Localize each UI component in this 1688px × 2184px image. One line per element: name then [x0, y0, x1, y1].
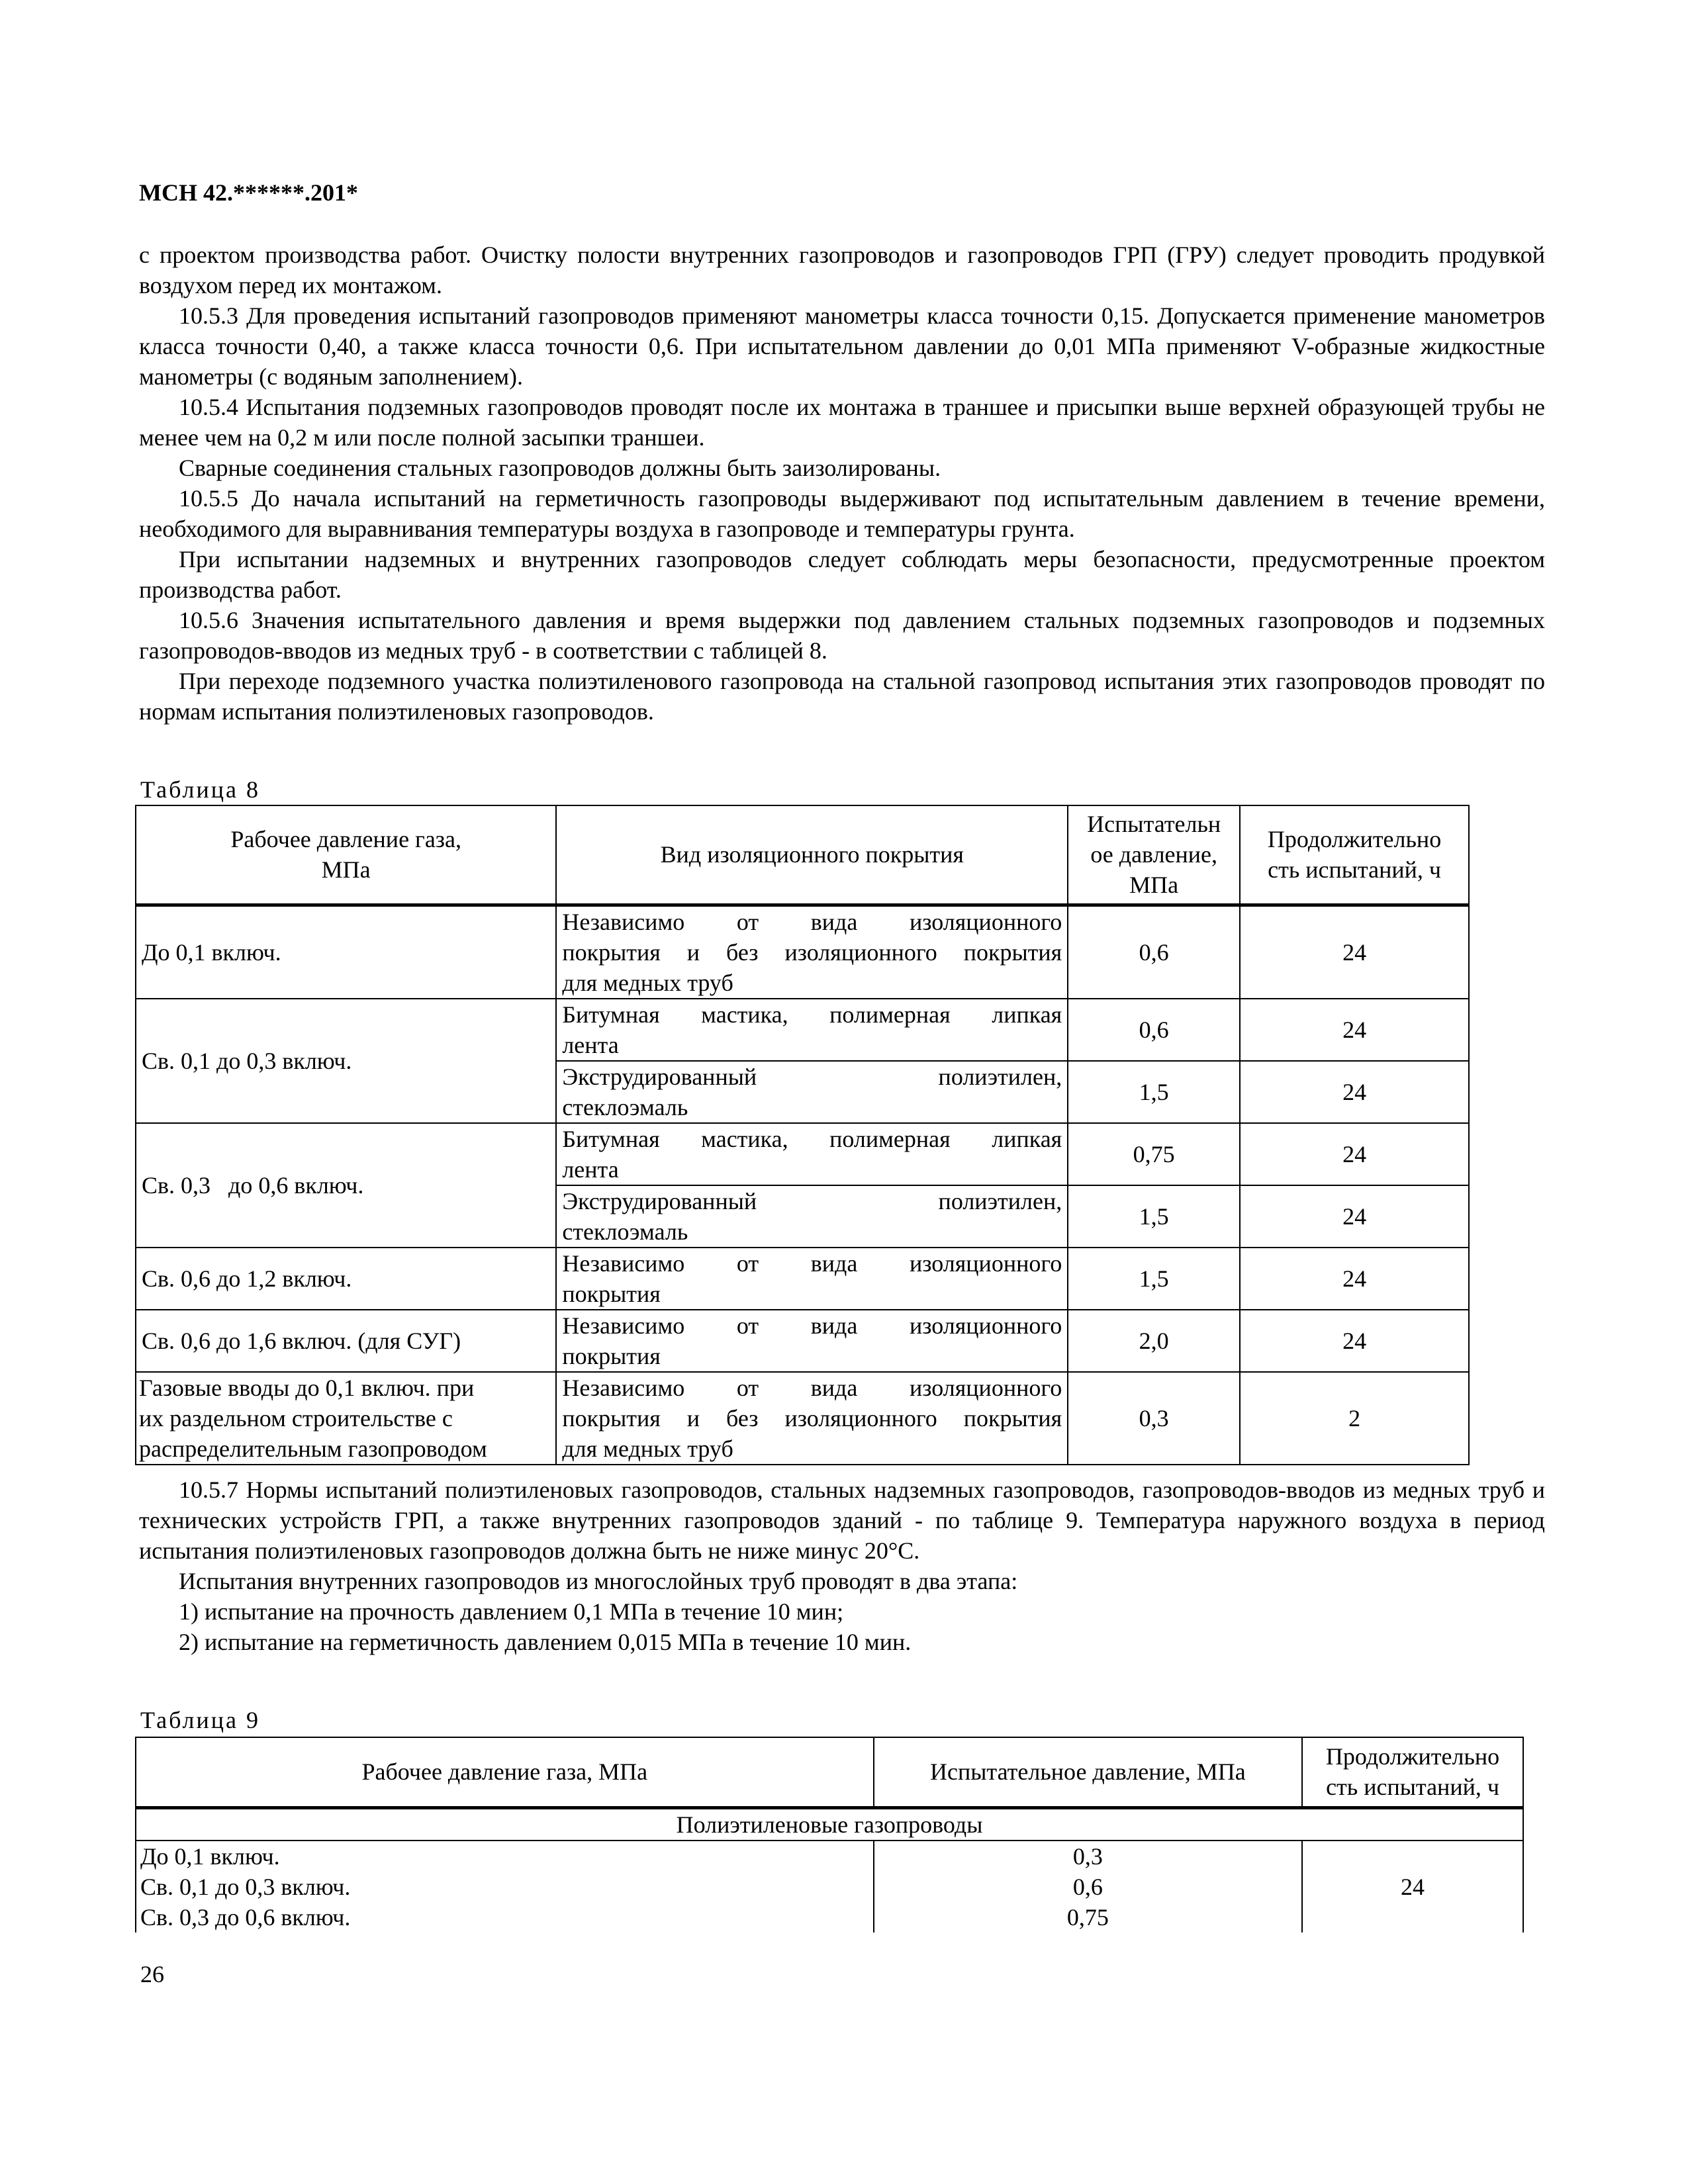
cell-duration: 24	[1240, 1310, 1469, 1372]
cell-test-pressure: 0,6	[1068, 905, 1240, 999]
cell-coating: Экструдированный полиэтилен, стеклоэмаль	[556, 1185, 1068, 1248]
cell-duration: 24	[1302, 1841, 1523, 1933]
cell-test-pressure: 0,3	[1068, 1372, 1240, 1465]
paragraph: 1) испытание на прочность давлением 0,1 МПа в течение 10 мин;	[179, 1598, 844, 1625]
cell-pressure: Св. 0,3 до 0,6 включ.	[136, 1123, 556, 1248]
cell-coating: Независимо от вида изоляционного покрытия	[556, 1310, 1068, 1372]
cell-duration: 24	[1240, 1248, 1469, 1310]
table-row	[136, 999, 1469, 1061]
cell-duration: 24	[1240, 1123, 1469, 1185]
table-8-header-duration: Продолжительно сть испытаний, ч	[1240, 805, 1469, 905]
body-text-after-table	[139, 1475, 1545, 1657]
cell-coating: Битумная мастика, полимерная липкая лента	[556, 999, 1068, 1061]
cell-pressure: Св. 0,6 до 1,2 включ.	[136, 1248, 556, 1310]
table-row	[136, 905, 1469, 999]
paragraph: 10.5.6 Значения испытательного давления и время выдержки под давлением стальных подземных газопроводов и подземных газопроводов-вводов из медных труб - в соответствии с таблицей 8.	[139, 607, 1545, 664]
table-8-header-test-pressure: Испытательн ое давление, МПа	[1068, 805, 1240, 905]
table-row	[136, 1123, 1469, 1185]
cell-coating: Битумная мастика, полимерная липкая лента	[556, 1123, 1068, 1185]
table-row	[136, 1248, 1469, 1310]
cell-pressure: Газовые вводы до 0,1 включ. при их раздельном строительстве с распределительным газопроводом	[136, 1372, 556, 1465]
table-9	[135, 1737, 1524, 1933]
paragraph: Сварные соединения стальных газопроводов должны быть заизолированы.	[179, 455, 941, 481]
paragraph: 10.5.5 До начала испытаний на герметичность газопроводы выдерживают под испытательным давлением в течение времени, необходимого для выравнивания температуры воздуха в газопроводе и температуры грунта.	[139, 485, 1545, 542]
cell-test-pressure: 1,5	[1068, 1248, 1240, 1310]
table-8-caption: Таблица 8	[140, 776, 260, 803]
table-row	[136, 1310, 1469, 1372]
table-row	[136, 1372, 1469, 1465]
table-row	[136, 1841, 1523, 1933]
cell-test-pressure-list: 0,3 0,6 0,75	[874, 1841, 1302, 1933]
cell-test-pressure: 2,0	[1068, 1310, 1240, 1372]
cell-pressure: Св. 0,1 до 0,3 включ.	[136, 999, 556, 1123]
cell-duration: 24	[1240, 905, 1469, 999]
page-number: 26	[140, 1961, 164, 1987]
body-text	[139, 240, 1545, 727]
paragraph: 10.5.3 Для проведения испытаний газопроводов применяют манометры класса точности 0,15. Допускается применение манометров класса точности 0,40, а также класса точности 0,6. При испытательном давлении до 0,01 МПа применяют V-образные жидкостные манометры (с водяным заполнением).	[139, 302, 1545, 390]
table-9-header-duration: Продолжительно сть испытаний, ч	[1302, 1737, 1523, 1807]
document-header: МСН 42.******.201*	[139, 179, 358, 206]
paragraph: 10.5.7 Нормы испытаний полиэтиленовых газопроводов, стальных надземных газопроводов, газопроводов-вводов из медных труб и технических устройств ГРП, а также внутренних газопроводов зданий - по таблице 9. Температура наружного воздуха в период испытания полиэтиленовых газопроводов должна быть не ниже минус 20°С.	[139, 1477, 1545, 1564]
cell-test-pressure: 0,75	[1068, 1123, 1240, 1185]
paragraph: 10.5.4 Испытания подземных газопроводов проводят после их монтажа в траншее и присыпки выше верхней образующей трубы не менее чем на 0,2 м или после полной засыпки траншеи.	[139, 394, 1545, 451]
table-8	[135, 805, 1470, 1465]
paragraph: 2) испытание на герметичность давлением 0,015 МПа в течение 10 мин.	[179, 1629, 912, 1655]
cell-pressure-list: До 0,1 включ. Св. 0,1 до 0,3 включ. Св. 0,3 до 0,6 включ.	[136, 1841, 874, 1933]
cell-coating: Экструдированный полиэтилен, стеклоэмаль	[556, 1061, 1068, 1123]
cell-coating: Независимо от вида изоляционного покрытия и без изоляционного покрытия для медных труб	[556, 1372, 1068, 1465]
paragraph: Испытания внутренних газопроводов из многослойных труб проводят в два этапа:	[179, 1568, 1018, 1594]
table-9-caption: Таблица 9	[140, 1707, 260, 1733]
cell-pressure: Св. 0,6 до 1,6 включ. (для СУГ)	[136, 1310, 556, 1372]
cell-duration: 24	[1240, 999, 1469, 1061]
cell-duration: 24	[1240, 1061, 1469, 1123]
table-9-header-test-pressure: Испытательное давление, МПа	[874, 1737, 1302, 1807]
paragraph: При испытании надземных и внутренних газопроводов следует соблюдать меры безопасности, предусмотренные проектом производства работ.	[139, 546, 1545, 603]
paragraph: с проектом производства работ. Очистку полости внутренних газопроводов и газопроводов ГРП (ГРУ) следует проводить продувкой воздухом перед их монтажом.	[139, 242, 1545, 298]
cell-test-pressure: 1,5	[1068, 1185, 1240, 1248]
cell-duration: 2	[1240, 1372, 1469, 1465]
table-9-header-pressure: Рабочее давление газа, МПа	[136, 1737, 874, 1807]
table-8-header-pressure: Рабочее давление газа, МПа	[136, 805, 556, 905]
cell-coating: Независимо от вида изоляционного покрытия	[556, 1248, 1068, 1310]
cell-coating: Независимо от вида изоляционного покрытия и без изоляционного покрытия для медных труб	[556, 905, 1068, 999]
cell-pressure: До 0,1 включ.	[136, 905, 556, 999]
table-8-header-coating: Вид изоляционного покрытия	[556, 805, 1068, 905]
paragraph: При переходе подземного участка полиэтиленового газопровода на стальной газопровод испытания этих газопроводов проводят по нормам испытания полиэтиленовых газопроводов.	[139, 668, 1545, 725]
cell-test-pressure: 0,6	[1068, 999, 1240, 1061]
cell-duration: 24	[1240, 1185, 1469, 1248]
table-9-section: Полиэтиленовые газопроводы	[136, 1807, 1523, 1841]
cell-test-pressure: 1,5	[1068, 1061, 1240, 1123]
